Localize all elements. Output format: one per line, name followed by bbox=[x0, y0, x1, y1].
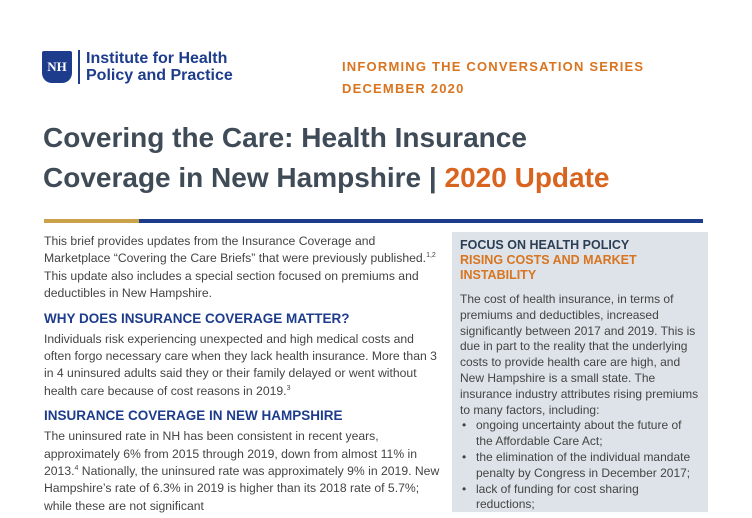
list-item: • the elimination of the individual mandate penalty by Congress in December 2017; bbox=[460, 450, 700, 482]
title-line1: Covering the Care: Health Insurance bbox=[43, 122, 527, 153]
sidebar-heading: FOCUS ON HEALTH POLICY bbox=[460, 238, 630, 252]
title-line2-text: Coverage in New Hampshire | bbox=[43, 162, 437, 193]
list-item: • lack of funding for cost sharing reductions; bbox=[460, 482, 700, 514]
section-heading-why-coverage: WHY DOES INSURANCE COVERAGE MATTER? bbox=[44, 310, 350, 326]
section-text: Individuals risk experiencing unexpected and high medical costs and often forgo necessary care when they lack health insurance. More than 3 in 4 uninsured adults said they or their family delayed or went without health care because of cost reasons in 2019. bbox=[44, 331, 437, 398]
policy-sidebar bbox=[452, 232, 708, 512]
section-footnote: 3 bbox=[286, 384, 291, 392]
series-name: INFORMING THE CONVERSATION SERIES bbox=[342, 59, 645, 74]
section-text: The uninsured rate in NH has been consistent in recent years, approximately 6% from 2015 through 2019, down from almost 11% in 2013. bbox=[44, 429, 418, 479]
sidebar-bullet-list bbox=[460, 418, 700, 513]
section-text-cont: Nationally, the uninsured rate was approximately 9% in 2019. New Hampshire’s rate of 6.3% in 2019 is higher than its 2018 rate of 5.7%; while these are not significant bbox=[44, 464, 440, 513]
institute-logo bbox=[42, 50, 233, 84]
institute-name-line2: Policy and Practice bbox=[86, 67, 233, 84]
institute-name bbox=[86, 50, 233, 84]
section-footnote: 4 bbox=[74, 465, 79, 472]
section-paragraph-why-coverage bbox=[44, 331, 442, 401]
intro-footnote: 1,2 bbox=[426, 252, 436, 260]
title-line2 bbox=[43, 158, 723, 198]
sidebar-subheading: RISING COSTS AND MARKET INSTABILITY bbox=[460, 253, 637, 282]
institute-name-line1: Institute for Health bbox=[86, 50, 228, 67]
intro-paragraph bbox=[44, 233, 442, 303]
title-highlight: 2020 Update bbox=[444, 162, 610, 193]
series-header bbox=[342, 56, 644, 100]
series-date: DECEMBER 2020 bbox=[342, 81, 465, 96]
intro-text-cont: This update also includes a special section focused on premiums and deductibles in New Hampshire. bbox=[44, 268, 419, 301]
title-divider-accent bbox=[44, 219, 139, 223]
main-column bbox=[44, 233, 442, 518]
unh-shield-icon: NH bbox=[42, 51, 72, 83]
page-title bbox=[43, 118, 723, 198]
sidebar-body: The cost of health insurance, in terms of premiums and deductibles, increased significantly between 2017 and 2019. This is due in part to the reality that the underlying costs to provide health care are high, and New Hampshire is a small state. The insurance industry attributes rising premiums to many factors, including: bbox=[460, 292, 699, 417]
section-heading-coverage-nh: INSURANCE COVERAGE IN NEW HAMPSHIRE bbox=[44, 408, 343, 424]
list-item: • ongoing uncertainty about the future of the Affordable Care Act; bbox=[460, 418, 700, 450]
title-divider bbox=[44, 219, 703, 223]
section-paragraph-coverage-nh bbox=[44, 428, 442, 515]
logo-divider bbox=[78, 50, 80, 84]
intro-text: This brief provides updates from the Insurance Coverage and Marketplace “Covering the Care Briefs” that were previously published. bbox=[44, 234, 427, 266]
